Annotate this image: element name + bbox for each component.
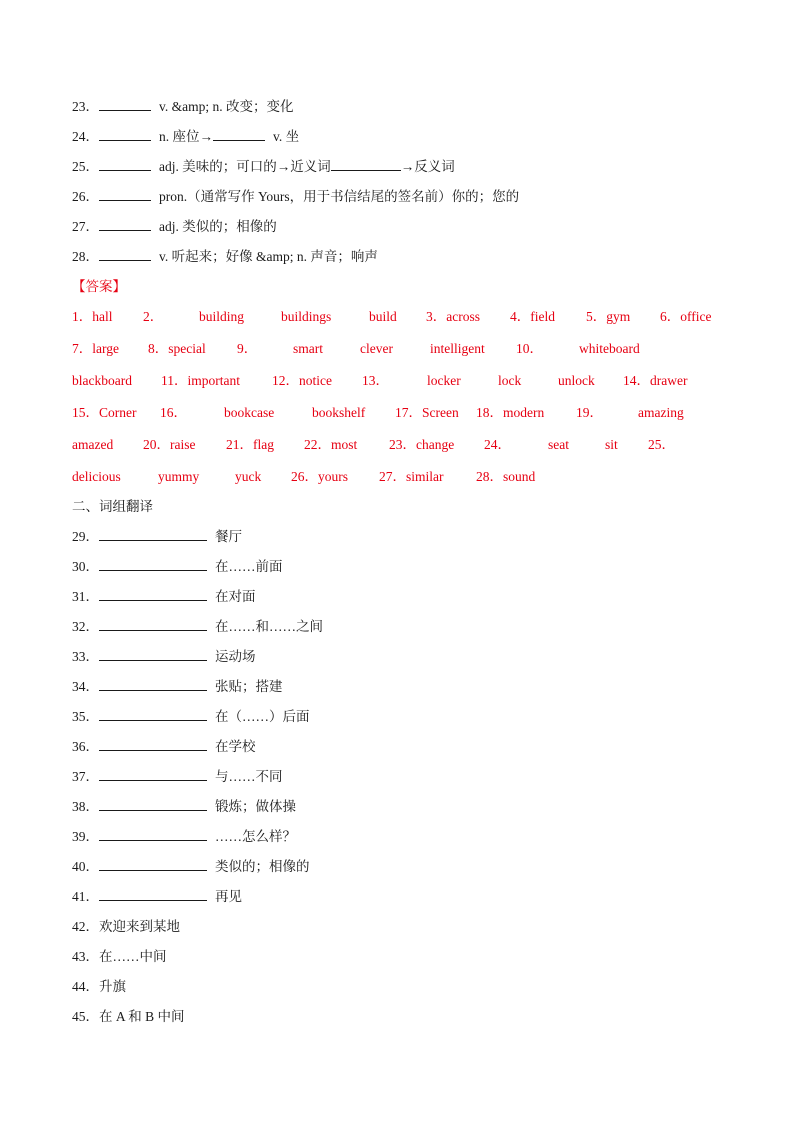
item-number: 33． <box>72 649 99 664</box>
answer-blank <box>99 708 207 721</box>
phrase-meaning: 在学校 <box>215 739 256 754</box>
answer-item: seat <box>548 437 569 452</box>
item-number: 43． <box>72 949 99 964</box>
answer-item: yummy <box>158 469 200 484</box>
answer-item: 16． <box>160 405 187 420</box>
phrase-line <box>72 617 323 637</box>
phrase-line <box>72 587 256 607</box>
section-title: 二、词组翻译 <box>72 499 153 514</box>
answer-item: intelligent <box>430 341 485 356</box>
item-line <box>72 977 126 997</box>
answer-blank <box>99 558 207 571</box>
item-number: 23． <box>72 99 99 114</box>
answer-item: sit <box>605 437 618 452</box>
answer-item: bookcase <box>224 405 275 420</box>
answer-item: 13． <box>362 373 389 388</box>
vocab-line-23 <box>72 97 294 117</box>
phrase-line <box>72 827 296 847</box>
phrase-line <box>72 677 283 697</box>
phrase-meaning: 在对面 <box>215 589 256 604</box>
item-number: 45． <box>72 1009 99 1024</box>
vocab-line-24 <box>72 127 299 147</box>
answer-item: yuck <box>235 469 262 484</box>
part-of-speech: adj. <box>159 219 179 234</box>
answer-item: amazing <box>638 405 684 420</box>
meaning: 美味的；可口的→近义词 <box>182 159 331 174</box>
part-of-speech: v. &amp; n. <box>159 99 223 114</box>
answer-item: 3．across <box>426 309 480 324</box>
answer-blank <box>99 588 207 601</box>
answer-blank <box>99 648 207 661</box>
answer-row <box>72 403 722 423</box>
phrase-meaning: 在……和……之间 <box>215 619 323 634</box>
item-number: 26． <box>72 189 99 204</box>
item-number: 24． <box>72 129 99 144</box>
item-text: 在 A 和 B 中间 <box>99 1009 185 1024</box>
item-number: 25． <box>72 159 99 174</box>
answer-item: 18．modern <box>476 405 545 420</box>
item-number: 41． <box>72 889 99 904</box>
answer-item: 25． <box>648 437 675 452</box>
answer-blank <box>99 888 207 901</box>
answer-item: 21．flag <box>226 437 274 452</box>
part-of-speech: n. <box>159 129 170 144</box>
phrase-line <box>72 647 256 667</box>
item-number: 35． <box>72 709 99 724</box>
phrase-meaning: ……怎么样？ <box>215 829 296 844</box>
phrase-line <box>72 557 283 577</box>
answer-item: 6．office <box>660 309 712 324</box>
item-text: 在……中间 <box>99 949 167 964</box>
answer-item: clever <box>360 341 393 356</box>
answer-item: smart <box>293 341 323 356</box>
answer-item: 26．yours <box>291 469 348 484</box>
answer-item: buildings <box>281 309 332 324</box>
meaning: 听起来；好像 &amp; n. 声音；响声 <box>171 249 378 264</box>
answer-item: 10． <box>516 341 543 356</box>
item-number: 29． <box>72 529 99 544</box>
answer-item: blackboard <box>72 373 132 388</box>
answer-blank <box>99 738 207 751</box>
answer-item: 22．most <box>304 437 358 452</box>
answer-row <box>72 467 722 487</box>
item-number: 30． <box>72 559 99 574</box>
answer-item: 27．similar <box>379 469 444 484</box>
answer-item: amazed <box>72 437 114 452</box>
answer-item: 9． <box>237 341 258 356</box>
answer-row <box>72 435 722 455</box>
answer-item: 17．Screen <box>395 405 459 420</box>
answer-blank <box>213 128 265 141</box>
phrase-meaning: 运动场 <box>215 649 256 664</box>
part-of-speech: v. <box>273 129 283 144</box>
answer-item: 4．field <box>510 309 555 324</box>
answer-item: delicious <box>72 469 121 484</box>
answer-item: 11．important <box>161 373 240 388</box>
answer-item: unlock <box>558 373 595 388</box>
answer-blank <box>331 158 401 171</box>
phrase-line <box>72 527 242 547</box>
item-number: 27． <box>72 219 99 234</box>
answer-row <box>72 339 722 359</box>
part-of-speech: adj. <box>159 159 179 174</box>
answer-item: 14．drawer <box>623 373 688 388</box>
vocab-line-26 <box>72 187 519 207</box>
answer-item: 8．special <box>148 341 206 356</box>
answer-item: 12．notice <box>272 373 332 388</box>
answer-blank <box>99 128 151 141</box>
answer-blank <box>99 188 151 201</box>
answer-item: whiteboard <box>579 341 640 356</box>
answer-blank <box>99 858 207 871</box>
item-number: 34． <box>72 679 99 694</box>
meaning: 类似的；相像的 <box>182 219 277 234</box>
answer-blank <box>99 828 207 841</box>
item-number: 38． <box>72 799 99 814</box>
part-of-speech: v. <box>159 249 169 264</box>
answer-blank <box>99 768 207 781</box>
answer-item: 28．sound <box>476 469 536 484</box>
phrase-meaning: 在（……）后面 <box>215 709 310 724</box>
phrase-line <box>72 707 310 727</box>
phrase-line <box>72 857 310 877</box>
item-text: 升旗 <box>99 979 126 994</box>
item-number: 40． <box>72 859 99 874</box>
phrase-line <box>72 737 256 757</box>
vocab-line-27 <box>72 217 277 237</box>
item-number: 36． <box>72 739 99 754</box>
meaning: 坐 <box>285 129 300 144</box>
phrase-meaning: 在……前面 <box>215 559 283 574</box>
answer-item: build <box>369 309 397 324</box>
phrase-meaning: 类似的；相像的 <box>215 859 310 874</box>
answer-item: 19． <box>576 405 603 420</box>
phrase-meaning: 再见 <box>215 889 242 904</box>
answer-blank <box>99 248 151 261</box>
answer-blank <box>99 98 151 111</box>
answer-blank <box>99 618 207 631</box>
item-line <box>72 917 180 937</box>
answer-item: 5．gym <box>586 309 631 324</box>
answer-blank <box>99 678 207 691</box>
phrase-meaning: 锻炼；做体操 <box>215 799 296 814</box>
phrase-line <box>72 887 242 907</box>
item-number: 32． <box>72 619 99 634</box>
meaning: 改变；变化 <box>226 99 294 114</box>
answer-heading: 【答案】 <box>72 279 126 294</box>
answer-item: 1．hall <box>72 309 113 324</box>
vocab-line-25 <box>72 157 455 177</box>
meaning: （通常写作 Yours，用于书信结尾的签名前）你的；您的 <box>187 189 520 204</box>
answer-item: bookshelf <box>312 405 366 420</box>
part-of-speech: pron. <box>159 189 188 204</box>
meaning-tail: →反义词 <box>400 159 455 174</box>
answer-item: building <box>199 309 245 324</box>
phrase-line <box>72 797 296 817</box>
answer-item: 23．change <box>389 437 455 452</box>
answer-item: lock <box>498 373 522 388</box>
phrase-meaning: 与……不同 <box>215 769 283 784</box>
item-number: 42． <box>72 919 99 934</box>
answer-blank <box>99 798 207 811</box>
answer-blank <box>99 158 151 171</box>
answer-item: 2． <box>143 309 164 324</box>
phrase-meaning: 张贴；搭建 <box>215 679 283 694</box>
item-number: 44． <box>72 979 99 994</box>
phrase-meaning: 餐厅 <box>215 529 242 544</box>
answer-row <box>72 371 722 391</box>
item-number: 28． <box>72 249 99 264</box>
answer-blank <box>99 218 151 231</box>
answer-blank <box>99 528 207 541</box>
answer-item: 7．large <box>72 341 119 356</box>
answer-row <box>72 307 722 327</box>
answer-item: 24． <box>484 437 511 452</box>
item-number: 37． <box>72 769 99 784</box>
item-number: 39． <box>72 829 99 844</box>
answer-item: 20．raise <box>143 437 196 452</box>
item-line <box>72 947 167 967</box>
item-text: 欢迎来到某地 <box>99 919 180 934</box>
vocab-line-28 <box>72 247 378 267</box>
answer-item: 15．Corner <box>72 405 137 420</box>
item-line <box>72 1007 185 1027</box>
item-number: 31． <box>72 589 99 604</box>
meaning: 座位→ <box>172 129 213 144</box>
answer-item: locker <box>427 373 461 388</box>
phrase-line <box>72 767 283 787</box>
